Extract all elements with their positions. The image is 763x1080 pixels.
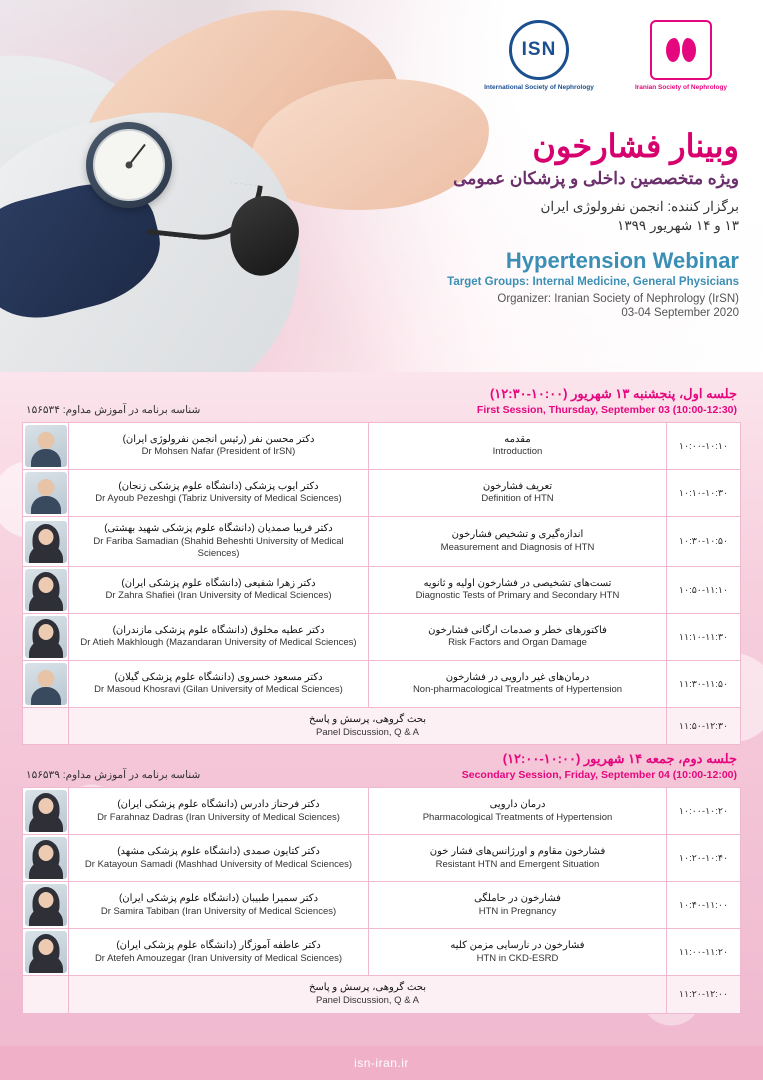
topic-en: Pharmacological Treatments of Hypertension [422,811,613,823]
topic-en: HTN in Pregnancy [478,905,557,917]
organizer-fa: برگزار کننده: انجمن نفرولوژی ایران [540,198,739,214]
speaker-cell [69,470,369,517]
avatar [25,884,67,926]
kidney-icon-right [682,38,696,62]
speaker-name-fa: دکتر زهرا شفیعی (دانشگاه علوم پزشکی ایران) [121,577,316,589]
panel-topic-fa: بحث گروهی، پرسش و پاسخ [308,714,427,726]
table-row [23,882,741,929]
table-row [23,614,741,661]
panel-topic-en: Panel Discussion, Q & A [316,726,419,738]
logo-row [479,20,741,92]
session-1-title [477,386,737,416]
speaker-photo-cell [23,929,69,976]
table-row [23,517,741,567]
speaker-name-fa: دکتر فرحناز دادرس (دانشگاه علوم پزشکی ایران) [117,799,320,811]
panel-discussion-row [23,976,741,1013]
speaker-name-en: Dr Atieh Makhlough (Mazandaran University of Medical Sciences) [80,637,357,649]
panel-discussion-row [23,708,741,745]
speaker-name-fa: دکتر ایوب پزشکی (دانشگاه علوم پزشکی زنجان) [118,480,319,492]
date-fa: ۱۳ و ۱۴ شهریور ۱۳۹۹ [617,217,739,233]
avatar [25,790,67,832]
speaker-photo-cell [23,614,69,661]
topic-fa: اندازه‌گیری و تشخیص فشارخون [451,529,584,541]
topic-cell [369,470,667,517]
panel-topic-en: Panel Discussion, Q & A [316,994,419,1006]
speaker-name-en: Dr Masoud Khosravi (Gilan University of Medical Sciences) [94,684,343,696]
time-cell: ۱۰:۱۰-۱۰:۳۰ [667,470,741,517]
speaker-cell [69,567,369,614]
speaker-name-en: Dr Atefeh Amouzegar (Iran University of Medical Sciences) [94,952,343,964]
topic-en: Definition of HTN [481,493,554,505]
table-row [23,470,741,517]
speaker-photo-cell [23,661,69,708]
sphygmomanometer-icon [86,122,172,208]
avatar [25,569,67,611]
topic-en: Introduction [492,446,543,458]
session-2-header [22,745,741,787]
table-row [23,661,741,708]
schedule-area [0,372,763,1080]
speaker-name-fa: دکتر کتایون صمدی (دانشگاه علوم پزشکی مشهد) [117,846,320,858]
page-subtitle-en: Target Groups: Internal Medicine, General Physicians [447,275,739,288]
session-2-table [22,787,741,1013]
topic-cell [369,567,667,614]
topic-fa: فاکتورهای خطر و صدمات ارگانی فشارخون [428,624,607,636]
speaker-cell [69,882,369,929]
topic-cell [369,423,667,470]
topic-fa: درمان دارویی [489,799,546,811]
panel-photo-cell [23,976,69,1013]
website-link[interactable]: isn-iran.ir [354,1056,409,1070]
table-row [23,423,741,470]
hero-text-block [447,128,739,319]
topic-fa: فشارخون در نارسایی مزمن کلیه [450,940,585,952]
speaker-photo-cell [23,788,69,835]
topic-fa: درمان‌های غیر دارویی در فشارخون [445,671,590,683]
speaker-photo-cell [23,423,69,470]
hero-banner [0,0,763,372]
topic-fa: فشارخون مقاوم و اورژانس‌های فشار خون [429,846,606,858]
speaker-name-en: Dr Farahnaz Dadras (Iran University of Medical Sciences) [97,811,340,823]
speaker-name-en: Dr Ayoub Pezeshgi (Tabriz University of Medical Sciences) [95,493,342,505]
topic-en: Measurement and Diagnosis of HTN [440,541,595,553]
organizer-en: Organizer: Iranian Society of Nephrology (IrSN) [497,292,739,305]
speaker-photo-cell [23,835,69,882]
speaker-name-fa: دکتر سمیرا طبیبان (دانشگاه علوم پزشکی ایران) [118,893,319,905]
session-1-title-en: First Session, Thursday, September 03 (10:00-12:30) [476,404,737,416]
topic-fa: تست‌های تشخیصی در فشارخون اولیه و ثانویه [423,577,612,589]
page-title-fa: وبینار فشارخون [532,128,739,164]
panel-photo-cell [23,708,69,745]
topic-en: Risk Factors and Organ Damage [448,637,587,649]
topic-cell [369,929,667,976]
avatar [25,425,67,467]
time-cell: ۱۰:۴۰-۱۱:۰۰ [667,882,741,929]
topic-en: Non-pharmacological Treatments of Hypertension [412,684,623,696]
topic-fa: مقدمه [504,433,531,445]
topic-cell [369,517,667,567]
footer-bar [0,1046,763,1080]
time-cell: ۱۱:۱۰-۱۱:۳۰ [667,614,741,661]
topic-en: Diagnostic Tests of Primary and Secondary HTN [415,590,620,602]
topic-en: HTN in CKD-ESRD [476,952,559,964]
session-1-table [22,422,741,745]
table-row [23,835,741,882]
session-1-header [22,380,741,422]
speaker-name-en: Dr Fariba Samadian (Shahid Beheshti University of Medical Sciences) [93,535,344,560]
speaker-cell [69,788,369,835]
topic-fa: تعریف فشارخون [482,480,553,492]
topic-cell [369,788,667,835]
speaker-photo-cell [23,882,69,929]
speaker-name-en: Dr Zahra Shafiei (Iran University of Medical Sciences) [105,590,332,602]
speaker-name-fa: دکتر محسن نفر (رئیس انجمن نفرولوژی ایران) [122,433,315,445]
speaker-name-en: Dr Mohsen Nafar (President of IrSN) [141,446,296,458]
irsn-logo-icon [650,20,712,80]
speaker-name-fa: دکتر فریبا صمدیان (دانشگاه علوم پزشکی شهید بهشتی) [104,523,333,534]
session-2-title-fa: جلسه دوم، جمعه ۱۴ شهریور (۱۰:۰۰-۱۲:۰۰) [502,751,737,767]
irsn-logo-caption: Iranian Society of Nephrology [634,84,728,91]
time-cell: ۱۰:۰۰-۱۰:۲۰ [667,788,741,835]
topic-cell [369,614,667,661]
speaker-name-en: Dr Samira Tabiban (Iran University of Medical Sciences) [100,905,337,917]
topic-en: Resistant HTN and Emergent Situation [435,858,600,870]
panel-topic-fa: بحث گروهی، پرسش و پاسخ [308,982,427,994]
avatar [25,472,67,514]
topic-fa: فشارخون در حاملگی [474,893,561,905]
speaker-cell [69,661,369,708]
avatar [25,837,67,879]
isn-logo-icon [509,20,569,80]
time-cell: ۱۰:۲۰-۱۰:۴۰ [667,835,741,882]
topic-cell [369,835,667,882]
kidney-icon-left [666,38,680,62]
table-row [23,929,741,976]
table-row [23,567,741,614]
time-cell: ۱۰:۰۰-۱۰:۱۰ [667,423,741,470]
table-row [23,788,741,835]
session-2-title-en: Secondary Session, Friday, September 04 (10:00-12:00) [461,769,737,782]
topic-cell [369,661,667,708]
speaker-cell [69,929,369,976]
date-en: 03-04 September 2020 [621,306,739,319]
gauge-hub [126,162,133,169]
avatar [25,616,67,658]
speaker-name-fa: دکتر عطیه مخلوق (دانشگاه علوم پزشکی مازندران) [112,624,325,636]
speaker-name-fa: دکتر عاطفه آموزگار (دانشگاه علوم پزشکی ایران) [116,940,321,952]
session-1-course-id: شناسه برنامه در آموزش مداوم: ۱۵۶۵۳۴ [26,404,201,416]
isn-logo-caption: International Society of Nephrology [484,84,594,91]
time-cell: ۱۰:۵۰-۱۱:۱۰ [667,567,741,614]
session-1-title-fa: جلسه اول، پنجشنبه ۱۳ شهریور (۱۰:۰۰-۱۲:۳۰) [489,386,737,401]
speaker-cell [69,835,369,882]
speaker-cell [69,517,369,567]
irsn-logo [621,20,741,92]
time-cell: ۱۱:۰۰-۱۱:۲۰ [667,929,741,976]
avatar [25,931,67,973]
speaker-name-en: Dr Katayoun Samadi (Mashhad University of Medical Sciences) [84,858,353,870]
session-2-course-id: شناسه برنامه در آموزش مداوم: ۱۵۶۵۳۹ [26,769,201,782]
panel-topic-cell [69,708,667,745]
avatar [25,663,67,705]
speaker-photo-cell [23,567,69,614]
time-cell: ۱۱:۳۰-۱۱:۵۰ [667,661,741,708]
speaker-name-fa: دکتر مسعود خسروی (دانشگاه علوم پزشکی گیلان) [114,671,323,683]
page-title-en: Hypertension Webinar [505,247,739,273]
avatar [25,521,67,563]
session-2-title [462,751,737,781]
panel-time-cell: ۱۱:۲۰-۱۲:۰۰ [667,976,741,1013]
speaker-photo-cell [23,517,69,567]
page-subtitle-fa: ویژه متخصصین داخلی و پزشکان عمومی [453,168,739,188]
isn-logo-text: ISN [521,39,557,60]
speaker-cell [69,614,369,661]
panel-time-cell: ۱۱:۵۰-۱۲:۳۰ [667,708,741,745]
panel-topic-cell [69,976,667,1013]
speaker-cell [69,423,369,470]
time-cell: ۱۰:۳۰-۱۰:۵۰ [667,517,741,567]
speaker-photo-cell [23,470,69,517]
topic-cell [369,882,667,929]
isn-logo [479,20,599,92]
gauge-face [93,129,165,201]
